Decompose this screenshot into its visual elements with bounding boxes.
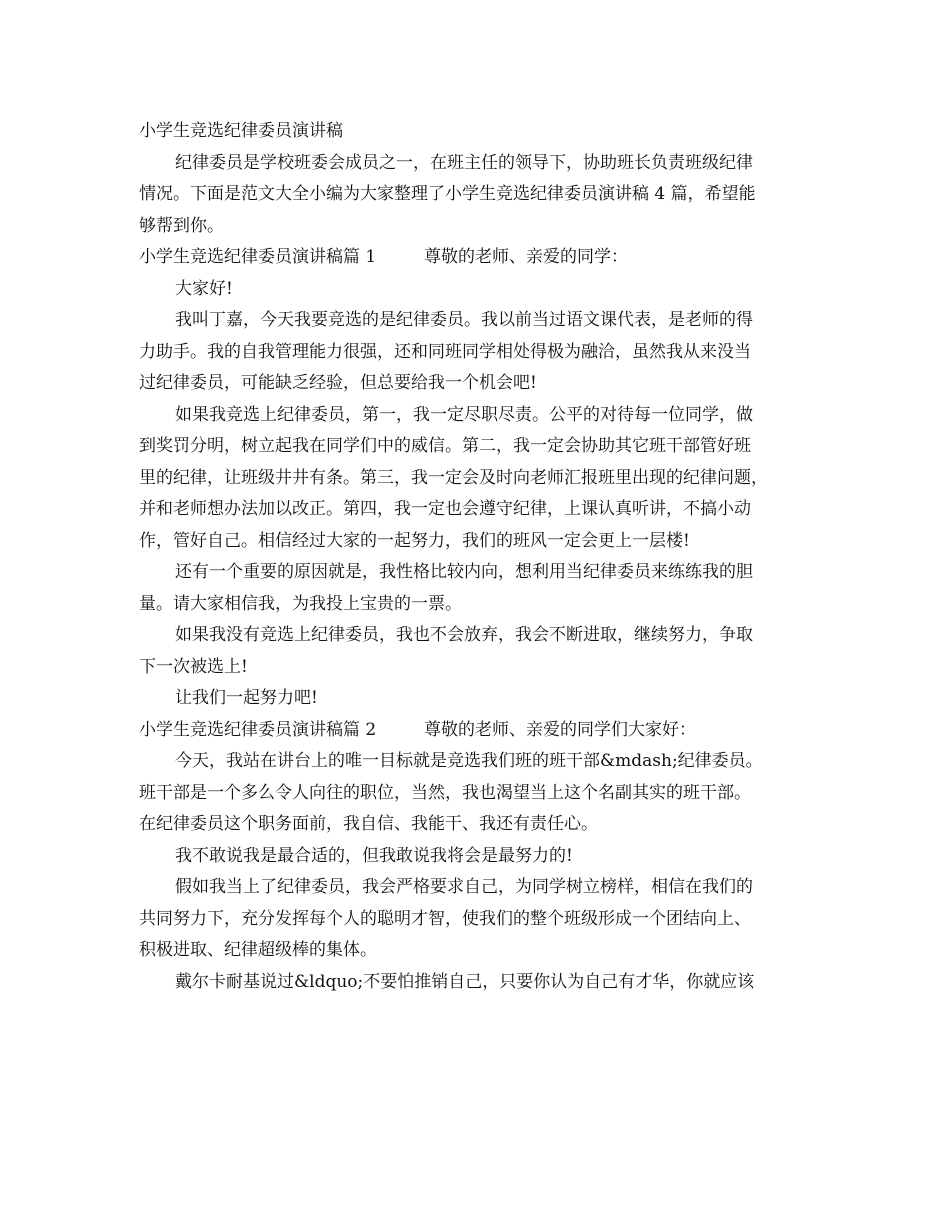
paragraph-line: 量。请大家相信我，为我投上宝贵的一票。 (139, 593, 462, 614)
speech1-paragraph-1 (139, 305, 819, 400)
speech1-title: 小学生竞选纪律委员演讲稿篇 1 (139, 247, 377, 267)
paragraph-line: 里的纪律，让班级井井有条。第三，我一定会及时向老师汇报班里出现的纪律问题， (139, 467, 768, 488)
paragraph-line: 到奖罚分明，树立起我在同学们中的威信。第二，我一定会协助其它班干部管好班 (139, 436, 751, 456)
intro-line: 够帮到你。 (139, 215, 224, 236)
paragraph-line: 积极进取、纪律超级棒的集体。 (139, 940, 377, 960)
speech2-salutation: 尊敬的老师、亲爱的同学们大家好： (424, 719, 696, 740)
paragraph-line: 如果我竞选上纪律委员，第一，我一定尽职尽责。公平的对待每一位同学，做 (175, 404, 753, 425)
speech1-paragraph-5: 让我们一起努力吧! (175, 688, 318, 708)
document-title: 小学生竞选纪律委员演讲稿 (139, 121, 343, 141)
speech1-paragraph-4 (139, 620, 819, 683)
speech2-paragraph-3 (139, 872, 819, 967)
speech1-paragraph-2 (139, 400, 819, 558)
intro-line: 情况。下面是范文大全小编为大家整理了小学生竞选纪律委员演讲稿 4 篇，希望能 (139, 184, 756, 204)
paragraph-line: 我叫丁嘉，今天我要竞选的是纪律委员。我以前当过语文课代表，是老师的得 (175, 310, 753, 330)
paragraph-line: 共同努力下，充分发挥每个人的聪明才智，使我们的整个班级形成一个团结向上、 (139, 908, 751, 929)
speech2-heading (139, 715, 819, 747)
speech2-paragraph-2: 我不敢说我是最合适的，但我敢说我将会是最努力的! (175, 845, 573, 866)
paragraph-line: 今天，我站在讲台上的唯一目标就是竞选我们班的班干部&mdash;纪律委员。 (175, 751, 763, 771)
speech1-paragraph-3 (139, 557, 819, 620)
speech1-heading (139, 242, 819, 274)
paragraph-line: 下一次被选上! (139, 656, 248, 677)
paragraph-line: 并和老师想办法加以改正。第四，我一定也会遵守纪律，上课认真听讲，不搞小动 (139, 499, 751, 519)
paragraph-line: 过纪律委员，可能缺乏经验，但总要给我一个机会吧! (139, 373, 537, 393)
speech1-greeting: 大家好! (175, 278, 233, 299)
paragraph-line: 作，管好自己。相信经过大家的一起努力，我们的班风一定会更上一层楼! (139, 530, 690, 551)
speech1-salutation: 尊敬的老师、亲爱的同学： (424, 247, 628, 267)
paragraph-line: 班干部是一个多么令人向往的职位，当然，我也渴望当上这个名副其实的班干部。 (139, 782, 751, 803)
document-body (139, 116, 819, 998)
intro-paragraph (139, 148, 819, 243)
paragraph-line: 假如我当上了纪律委员，我会严格要求自己，为同学树立榜样，相信在我们的 (175, 877, 753, 897)
paragraph-line: 还有一个重要的原因就是，我性格比较内向，想利用当纪律委员来练练我的胆 (175, 562, 753, 582)
paragraph-line: 如果我没有竞选上纪律委员，我也不会放弃，我会不断进取，继续努力，争取 (175, 625, 753, 645)
paragraph-line: 力助手。我的自我管理能力很强，还和同班同学相处得极为融洽，虽然我从来没当 (139, 341, 751, 362)
intro-line: 纪律委员是学校班委会成员之一，在班主任的领导下，协助班长负责班级纪律 (175, 152, 753, 173)
paragraph-line: 在纪律委员这个职务面前，我自信、我能干、我还有责任心。 (139, 814, 598, 834)
speech2-paragraph-1 (139, 746, 819, 841)
speech2-title: 小学生竞选纪律委员演讲稿篇 2 (139, 719, 377, 740)
speech2-paragraph-4: 戴尔卡耐基说过&ldquo;不要怕推销自己，只要你认为自己有才华，你就应该 (175, 971, 755, 992)
